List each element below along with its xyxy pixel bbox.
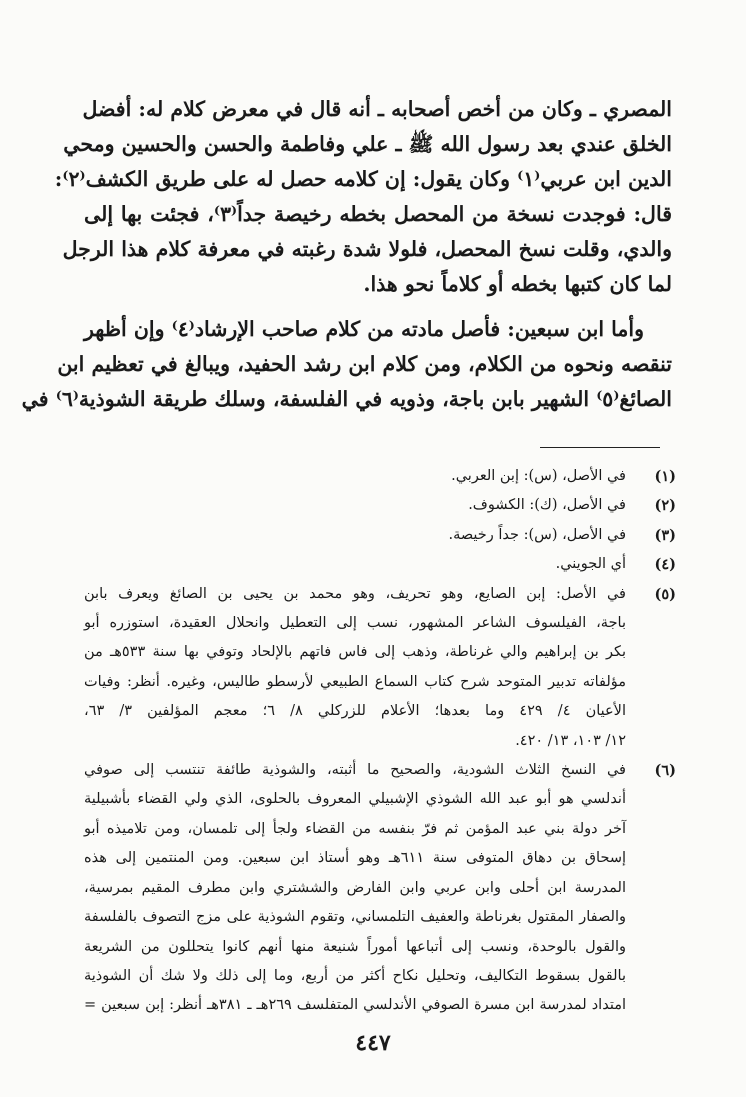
- footnote-text: [84, 462, 626, 491]
- paragraph-1: [54, 92, 672, 302]
- text-line: والدي، وقلت نسخ المحصل، فلولا شدة رغبته في معرفة كلام هذا الرجل: [62, 237, 672, 261]
- text-line: الصائغ⁽٥⁾ الشهير بابن باجة، وذويه في الفلسفة، وسلك طريقة الشوذية⁽٦⁾ في: [21, 387, 672, 411]
- footnote-line: أي الجويني.: [555, 556, 626, 573]
- footnote: [84, 521, 676, 550]
- footnote-line: مؤلفاته تدبير المتوحد شرح كتاب السماع الطبيعي لأرسطو طاليس، وغيره. أنظر: وفيات: [84, 673, 626, 690]
- footnote-line: في الأصل، (س): إبن العربي.: [451, 468, 626, 484]
- footnote-line: باجة، الفيلسوف الشاعر المشهور، نسب إلى التعطيل وانحلال العقيدة، استوزره أبو: [84, 615, 626, 632]
- text-line: لما كان كتبها بخطه أو كلاماً نحو هذا.: [363, 272, 672, 296]
- text-line: تنقصه ونحوه من الكلام، ومن كلام ابن رشد الحفيد، ويبالغ في تعظيم ابن: [57, 352, 672, 376]
- footnote-number: (١): [654, 468, 676, 485]
- page-number: ٤٤٧: [355, 1030, 391, 1056]
- text-line: قال: فوجدت نسخة من المحصل بخطه رخيصة جداً⁽٣⁾، فجئت بها إلى: [84, 202, 672, 226]
- footnote-line: في الأصل، (س): جداً رخيصة.: [448, 526, 626, 543]
- footnote-number: (٢): [654, 497, 676, 515]
- footnote: [84, 756, 676, 1021]
- footnote-text: [84, 580, 626, 756]
- footnote-text: [84, 756, 626, 1021]
- footnote-number: (٤): [654, 556, 676, 574]
- footnote-text: [84, 491, 626, 520]
- footnote-separator: [540, 447, 660, 448]
- text-line: الخلق عندي بعد رسول الله ﷺ ـ علي وفاطمة والحسن والحسين ومحي: [63, 132, 672, 156]
- footnote-line: آخر دولة بني عبد المؤمن ثم فرّ بنفسه من القضاء ولجأ إلى تلمسان، ومن تلاميذه أبو: [84, 820, 626, 837]
- footnote: [84, 491, 676, 520]
- footnote-line: الأعيان ٤/ ٤٢٩ وما بعدها؛ الأعلام للزركلي ٨/ ٦؛ معجم المؤلفين ٣/ ٦٣،: [84, 703, 626, 720]
- footnote-line: في الأصل، (ك): الكشوف.: [468, 497, 626, 514]
- footnote-text: [84, 550, 626, 579]
- footnote: [84, 580, 676, 756]
- footnote-line: في الأصل: إبن الصايع، وهو تحريف، وهو محمد بن يحيى بن الصائغ ويعرف بابن: [84, 585, 626, 602]
- footnote: [84, 462, 676, 491]
- footnote-number: (٣): [654, 526, 676, 544]
- footnote-line: ١٢/ ١٠٣، ١٣/ ٤٢٠.: [515, 732, 626, 749]
- text-line: الدين ابن عربي⁽١⁾ وكان يقول: إن كلامه حصل له على طريق الكشف⁽٢⁾:: [54, 167, 672, 191]
- footnotes: [84, 462, 676, 1021]
- footnote-line: بكر بن إبراهيم والي غرناطة، وذهب إلى فاس فاتهم بالإلحاد وتوفي بها سنة ٥٣٣هـ من: [84, 644, 627, 661]
- text-line: وأما ابن سبعين: فأصل مادته من كلام صاحب الإرشاد⁽٤⁾ وإن أظهر: [83, 317, 644, 341]
- footnote-line: بالقول بسقوط التكاليف، وتحليل نكاح أكثر من أربع، وما إلى ذلك ولا شك أن الشوذية: [84, 967, 626, 984]
- footnote-line: المدرسة ابن أحلى وابن عربي وابن الفارض والششتري وابن مطرف المقيم بمرسية،: [84, 879, 626, 896]
- footnote-number: (٦): [654, 762, 676, 780]
- main-body-text: [21, 92, 672, 427]
- footnote-text: [84, 521, 626, 550]
- text-line: المصري ـ وكان من أخص أصحابه ـ أنه قال في معرض كلام له: أفضل: [82, 97, 672, 121]
- footnote-line: أندلسي هو أبو عبد الله الشوذي الإشبيلي المعروف بالحلوى، الذي ولي القضاء بأشبيلية: [84, 791, 626, 808]
- footnote-line: والصفار المقتول بغرناطة والعفيف التلمساني، وتقوم الشوذية على مزج التصوف بالفلسفة: [84, 909, 626, 926]
- footnote-line: إسحاق بن دهاق المتوفى سنة ٦١١هـ وهو أستاذ ابن سبعين. ومن المنتمين إلى هذه: [84, 850, 627, 867]
- footnote: [84, 550, 676, 579]
- paragraph-2: [21, 312, 672, 417]
- footnote-line: في النسخ الثلاث الشودية، والصحيح ما أثبته، والشوذية طائفة تنتسب إلى صوفي: [84, 762, 626, 779]
- footnote-line: والقول بالوحدة، ونسب إلى أتباعها أموراً شنيعة منها أنهم كانوا يتحللون من الشريعة: [84, 938, 626, 955]
- footnote-number: (٥): [654, 585, 676, 603]
- footnote-line: امتداد لمدرسة ابن مسرة الصوفي الأندلسي المتفلسف ٢٦٩هـ ـ ٣٨١هـ أنظر: إبن سبعين =: [84, 997, 626, 1014]
